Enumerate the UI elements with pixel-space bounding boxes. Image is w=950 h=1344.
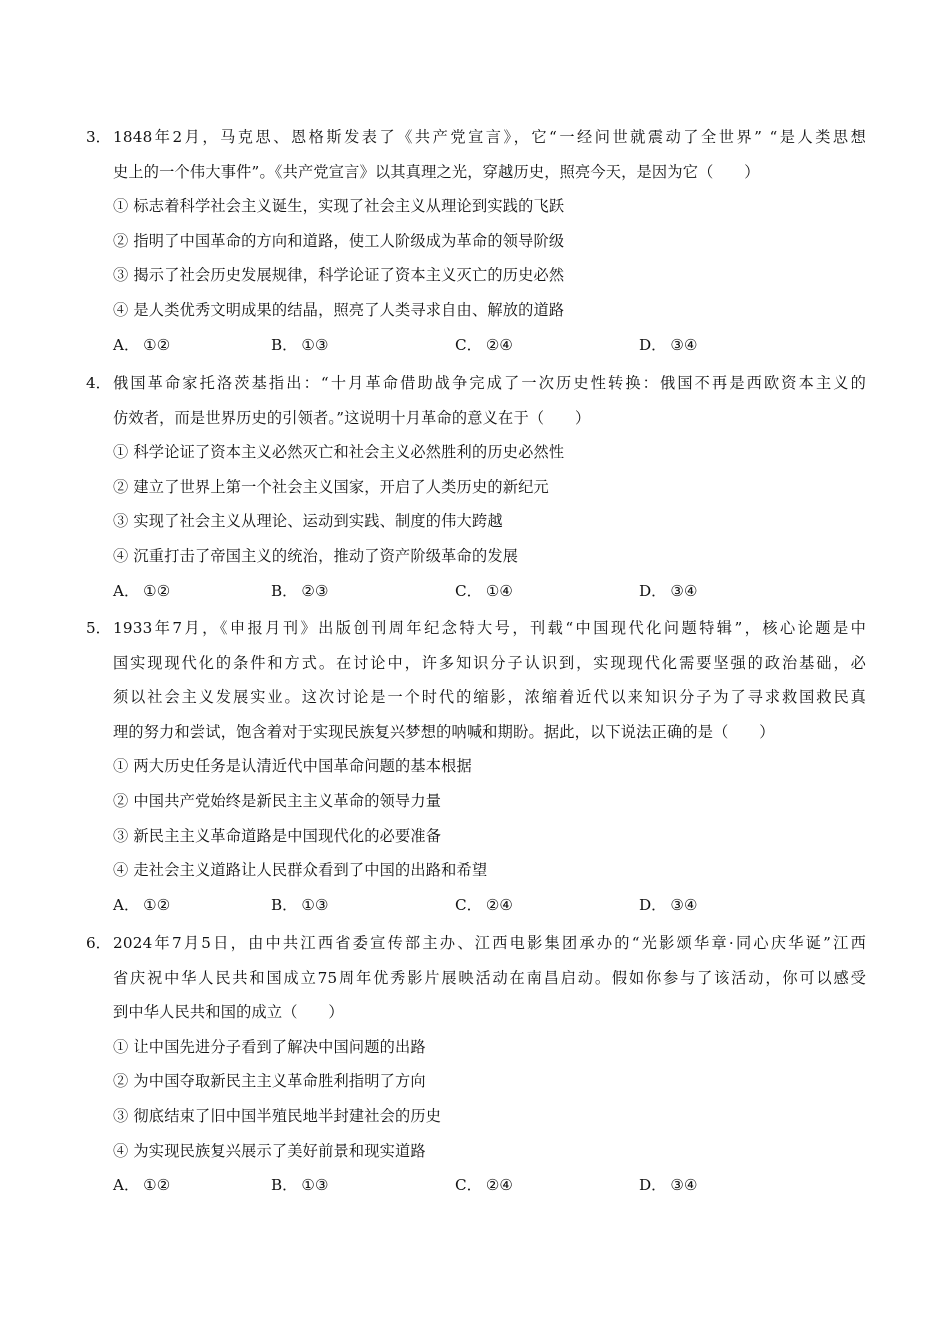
question-stem-text: 1848年2月，马克思、恩格斯发表了《共产党宣言》，它“一经问世就震动了全世界” “是人类思想 (113, 128, 866, 146)
question-stem-line (86, 401, 866, 436)
statement-item (86, 784, 866, 819)
statement-item (86, 749, 866, 784)
question-stem-line (86, 646, 866, 681)
answer-options (86, 1168, 866, 1203)
question-5 (86, 611, 866, 922)
question-stem-text: 理的努力和尝试，饱含着对于实现民族复兴梦想的呐喊和期盼。据此，以下说法正确的是（ ） (113, 722, 775, 741)
question-stem-text: 国实现现代化的条件和方式。在讨论中，许多知识分子认识到，实现现代化需要坚强的政治基础，必 (113, 653, 866, 672)
option-d[interactable] (639, 1168, 698, 1203)
option-b[interactable] (271, 574, 329, 609)
statement-text: ③ 新民主主义革命道路是中国现代化的必要准备 (113, 826, 442, 845)
question-stem-line (86, 961, 866, 996)
statement-text: ① 两大历史任务是认清近代中国革命问题的基本根据 (113, 757, 472, 776)
option-d[interactable] (639, 328, 698, 363)
option-text: ①② (143, 1176, 171, 1195)
statement-text: ④ 沉重打击了帝国主义的统治，推动了资产阶级革命的发展 (113, 546, 519, 565)
option-text: ①③ (301, 895, 329, 914)
statement-text: ④ 是人类优秀文明成果的结晶，照亮了人类寻求自由、解放的道路 (113, 300, 565, 319)
option-label: B． (271, 895, 298, 914)
statement-item (86, 293, 866, 328)
option-label: A． (113, 581, 140, 600)
question-stem-line (86, 995, 866, 1030)
option-b[interactable] (271, 328, 329, 363)
option-b[interactable] (271, 888, 329, 923)
option-c[interactable] (455, 574, 513, 609)
option-label: D． (639, 335, 667, 354)
question-6 (86, 926, 866, 1203)
option-text: ③④ (670, 335, 698, 354)
statement-item (86, 504, 866, 539)
option-c[interactable] (455, 1168, 513, 1203)
statement-item (86, 1099, 866, 1134)
option-label: D． (639, 895, 667, 914)
option-text: ③④ (670, 581, 698, 600)
answer-options (86, 888, 866, 923)
option-a[interactable] (113, 1168, 170, 1203)
statement-item (86, 258, 866, 293)
statement-text: ④ 走社会主义道路让人民群众看到了中国的出路和希望 (113, 861, 488, 880)
question-stem-line (86, 155, 866, 190)
option-text: ①② (143, 895, 171, 914)
statement-item (86, 470, 866, 505)
question-stem-text: 省庆祝中华人民共和国成立75周年优秀影片展映活动在南昌启动。假如你参与了该活动，你可以感受 (113, 968, 866, 987)
question-stem-line (86, 680, 866, 715)
option-text: ②③ (301, 581, 329, 600)
question-stem-line (86, 926, 866, 961)
question-number: 4． (86, 374, 111, 392)
question-stem-text: 到中华人民共和国的成立（ ） (113, 1003, 344, 1022)
statement-text: ② 中国共产党始终是新民主主义革命的领导力量 (113, 791, 442, 810)
option-a[interactable] (113, 328, 170, 363)
option-a[interactable] (113, 888, 170, 923)
option-text: ②④ (485, 1176, 514, 1195)
option-d[interactable] (639, 574, 698, 609)
option-label: C． (455, 581, 482, 600)
option-text: ①② (143, 335, 171, 354)
option-label: D． (639, 1176, 667, 1195)
question-stem-line (86, 120, 866, 155)
option-label: C． (455, 1176, 482, 1195)
question-number: 3． (86, 128, 111, 146)
question-stem-text: 俄国革命家托洛茨基指出：“十月革命借助战争完成了一次历史性转换：俄国不再是西欧资本主义的 (113, 374, 866, 392)
statement-item (86, 224, 866, 259)
question-stem-line (86, 366, 866, 401)
option-text: ①③ (301, 1176, 329, 1195)
option-label: A． (113, 895, 140, 914)
option-b[interactable] (271, 1168, 329, 1203)
statement-item (86, 1134, 866, 1169)
option-label: C． (455, 335, 482, 354)
option-text: ①④ (485, 581, 514, 600)
statement-text: ① 标志着科学社会主义诞生，实现了社会主义从理论到实践的飞跃 (113, 197, 565, 216)
option-label: C． (455, 895, 482, 914)
question-stem-text: 史上的一个伟大事件”。《共产党宣言》以其真理之光，穿越历史，照亮今天，是因为它（ ） (113, 162, 760, 181)
statement-item (86, 539, 866, 574)
option-label: B． (271, 581, 298, 600)
question-stem-text: 仿效者，而是世界历史的引领者。”这说明十月革命的意义在于（ ） (113, 408, 591, 427)
statement-text: ③ 彻底结束了旧中国半殖民地半封建社会的历史 (113, 1106, 442, 1125)
statement-text: ① 让中国先进分子看到了解决中国问题的出路 (113, 1037, 426, 1056)
statement-item (86, 819, 866, 854)
question-stem-text: 2024年7月5日，由中共江西省委宣传部主办、江西电影集团承办的“光影颂华章·同心庆华诞”江西 (113, 934, 866, 952)
statement-text: ① 科学论证了资本主义必然灭亡和社会主义必然胜利的历史必然性 (113, 443, 565, 462)
option-label: B． (271, 1176, 298, 1195)
statement-text: ② 指明了中国革命的方向和道路，使工人阶级成为革命的领导阶级 (113, 231, 565, 250)
statement-text: ③ 实现了社会主义从理论、运动到实践、制度的伟大跨越 (113, 512, 503, 531)
option-text: ②④ (485, 335, 514, 354)
option-text: ③④ (670, 895, 698, 914)
statement-text: ③ 揭示了社会历史发展规律，科学论证了资本主义灭亡的历史必然 (113, 266, 565, 285)
question-stem-line (86, 715, 866, 750)
question-number: 6． (86, 934, 111, 952)
option-text: ②④ (485, 895, 514, 914)
option-a[interactable] (113, 574, 170, 609)
question-stem-text: 须以社会主义发展实业。这次讨论是一个时代的缩影，浓缩着近代以来知识分子为了寻求救国救民真 (113, 688, 866, 707)
option-d[interactable] (639, 888, 698, 923)
question-3 (86, 120, 866, 362)
option-label: A． (113, 1176, 140, 1195)
statement-text: ② 为中国夺取新民主主义革命胜利指明了方向 (113, 1072, 426, 1091)
question-stem-text: 1933年7月，《申报月刊》出版创刊周年纪念特大号，刊载“中国现代化问题特辑”，核心论题是中 (113, 619, 866, 637)
option-c[interactable] (455, 328, 513, 363)
statement-item (86, 853, 866, 888)
statement-text: ④ 为实现民族复兴展示了美好前景和现实道路 (113, 1141, 426, 1160)
answer-options (86, 574, 866, 609)
option-label: A． (113, 335, 140, 354)
question-number: 5． (86, 619, 111, 637)
option-text: ①③ (301, 335, 329, 354)
statement-item (86, 1064, 866, 1099)
statement-item (86, 435, 866, 470)
question-stem-line (86, 611, 866, 646)
statement-item (86, 189, 866, 224)
statement-item (86, 1030, 866, 1065)
answer-options (86, 328, 866, 363)
question-4 (86, 366, 866, 608)
option-text: ③④ (670, 1176, 698, 1195)
option-text: ①② (143, 581, 171, 600)
option-c[interactable] (455, 888, 513, 923)
option-label: D． (639, 581, 667, 600)
statement-text: ② 建立了世界上第一个社会主义国家，开启了人类历史的新纪元 (113, 477, 549, 496)
option-label: B． (271, 335, 298, 354)
